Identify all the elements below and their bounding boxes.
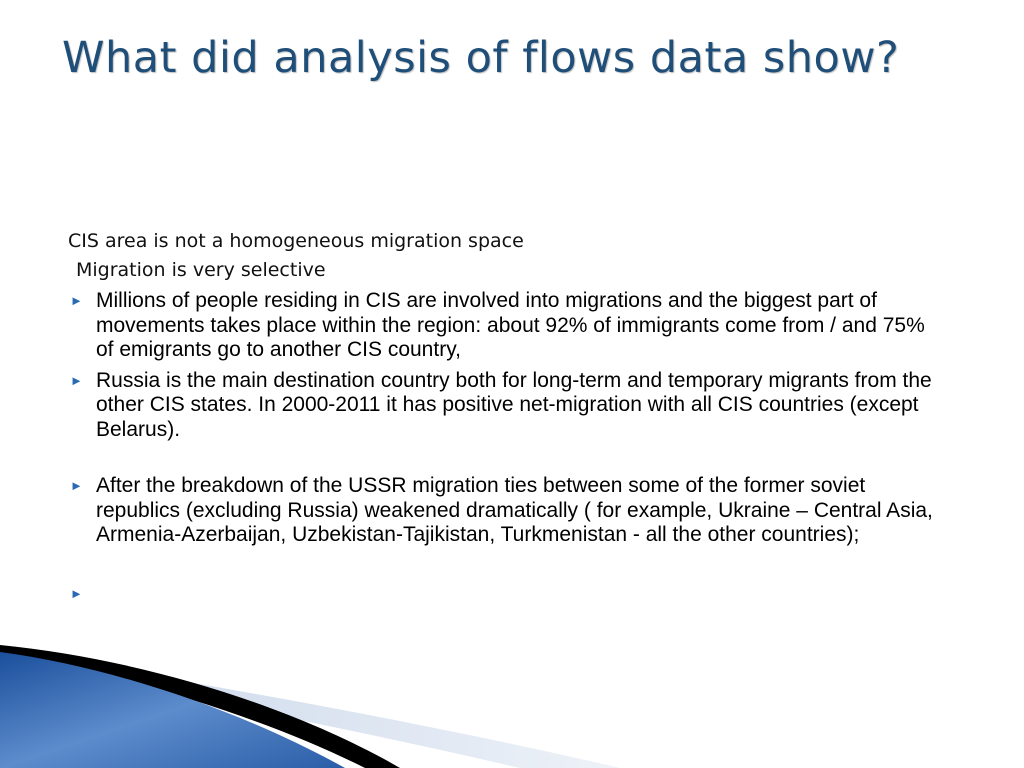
bullet-text: After the breakdown of the USSR migration ties between some of the former soviet republics (excluding Russia) weakened dramatically ( for example, Ukraine – Central Asia, Armenia-Azerbaijan, Uzbekistan-Tajikistan, Turkmenistan - all the other countries); bbox=[96, 474, 933, 546]
slide-title: What did analysis of flows data show? bbox=[62, 33, 900, 83]
triangle-right-icon: ► bbox=[70, 372, 83, 388]
triangle-right-icon: ► bbox=[70, 478, 83, 493]
triangle-right-icon: ► bbox=[70, 293, 83, 308]
triangle-right-icon: ► bbox=[70, 585, 83, 601]
bullet-text: Millions of people residing in CIS are involved into migrations and the biggest part of movements takes place within the region: about 92% of immigrants come from / and 75% of emigrants go to another CIS country, bbox=[96, 289, 925, 361]
subtitle-line-1: CIS area is not a homogeneous migration space bbox=[68, 230, 524, 252]
bullet-text: Russia is the main destination country both for long-term and temporary migrants from the other CIS states. In 2000-2011 it has positive net-migration with all CIS countries (except Belarus). bbox=[96, 368, 932, 441]
subtitle-line-2: Migration is very selective bbox=[76, 259, 326, 281]
